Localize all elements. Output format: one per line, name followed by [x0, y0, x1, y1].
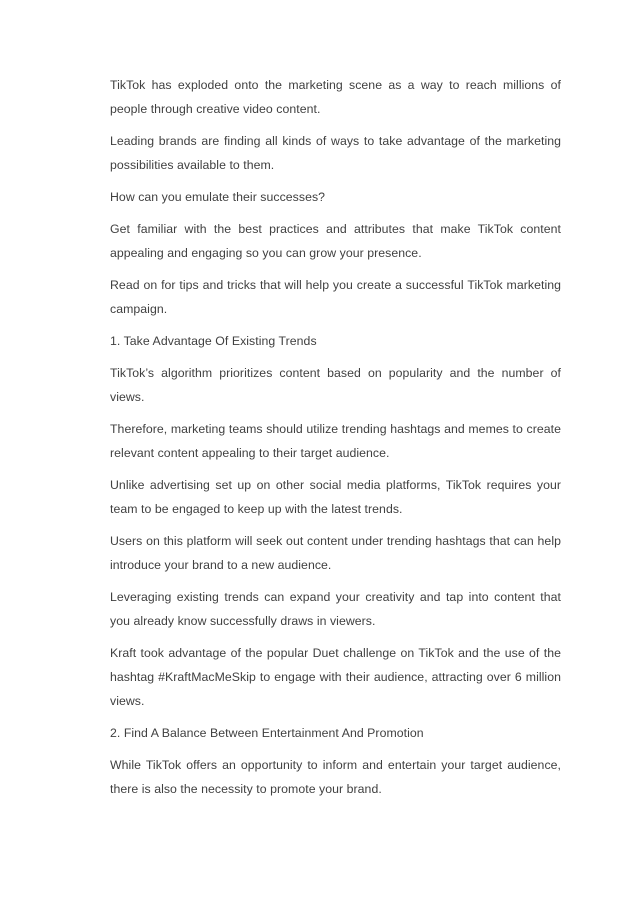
paragraph: TikTok has exploded onto the marketing scene as a way to reach millions of people through creative video content.	[110, 78, 561, 116]
paragraph: Leveraging existing trends can expand your creativity and tap into content that you already know successfully draws in viewers.	[110, 590, 561, 628]
paragraph: How can you emulate their successes?	[110, 190, 326, 204]
paragraph: TikTok’s algorithm prioritizes content based on popularity and the number of views.	[110, 366, 561, 404]
paragraph: Read on for tips and tricks that will help you create a successful TikTok marketing campaign.	[110, 278, 561, 316]
paragraph: Therefore, marketing teams should utilize trending hashtags and memes to create relevant content appealing to their target audience.	[110, 422, 561, 460]
paragraph: Leading brands are finding all kinds of ways to take advantage of the marketing possibilities available to them.	[110, 134, 561, 172]
paragraph: Unlike advertising set up on other social media platforms, TikTok requires your team to be engaged to keep up with the latest trends.	[110, 478, 561, 516]
paragraph: Kraft took advantage of the popular Duet challenge on TikTok and the use of the hashtag #KraftMacMeSkip to engage with their audience, attracting over 6 million views.	[110, 646, 561, 708]
paragraph: Users on this platform will seek out content under trending hashtags that can help introduce your brand to a new audience.	[110, 534, 561, 572]
paragraph: Get familiar with the best practices and attributes that make TikTok content appealing and engaging so you can grow your presence.	[110, 222, 561, 260]
document-body	[110, 73, 561, 809]
paragraph: While TikTok offers an opportunity to inform and entertain your target audience, there is also the necessity to promote your brand.	[110, 758, 561, 796]
section-heading: 2. Find A Balance Between Entertainment And Promotion	[110, 726, 424, 740]
section-heading: 1. Take Advantage Of Existing Trends	[110, 334, 317, 348]
